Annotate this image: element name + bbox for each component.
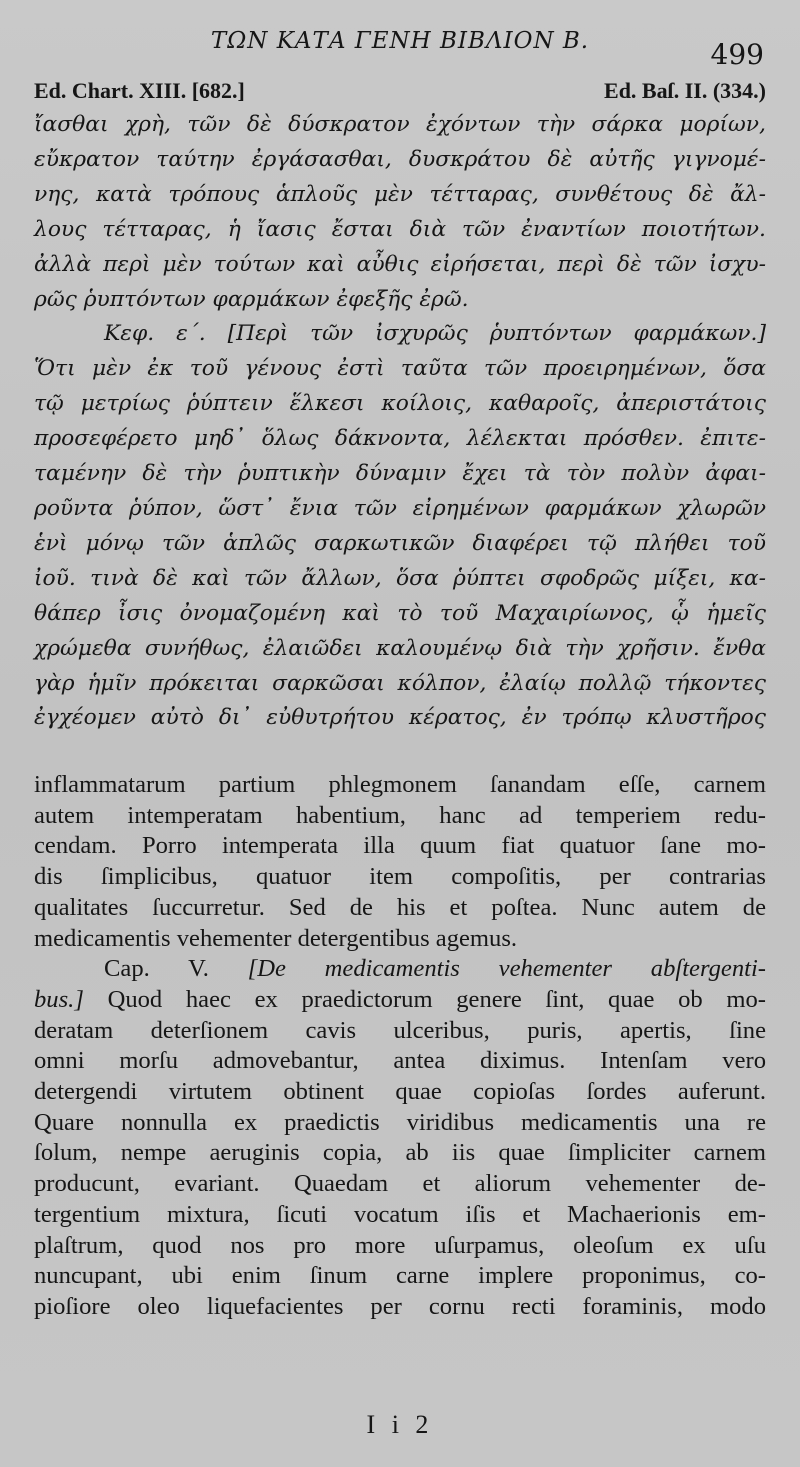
latin-line: autem intemperatam habentium, hanc ad temperiem redu- <box>34 801 766 829</box>
latin-line: detergendi virtutem obtinent quae copioſas ſordes auferunt. <box>34 1078 766 1106</box>
edition-chartier: Ed. Chart. XIII. [682.] <box>34 78 245 103</box>
greek-line: γὰρ ἡμῖν πρόκειται σαρκῶσαι κόλπον, ἐλαίῳ πολλῷ τήκοντες <box>34 670 766 696</box>
greek-line: λους τέτταρας, ἡ ἴασις ἔσται διὰ τῶν ἐναντίων ποιοτήτων. <box>34 216 766 242</box>
greek-line: ροῦντα ῥύπον, ὥστ᾽ ἔνια τῶν εἰρημένων φαρμάκων χλωρῶν <box>34 495 766 521</box>
greek-line: προσεφέρετο μηδ᾽ ὅλως δάκνοντα, λέλεκται πρόσθεν. ἐπιτε- <box>34 426 766 452</box>
latin-chapter-title: [De medicamentis vehementer abſtergenti- <box>247 955 766 983</box>
latin-line: omni morſu admovebantur, antea diximus. Intenſam vero <box>34 1047 766 1075</box>
latin-line: cendam. Porro intemperata illa quum fiat quatuor ſane mo- <box>34 832 766 860</box>
latin-line: deratam deterſionem cavis ulceribus, puris, apertis, ſine <box>34 1016 766 1044</box>
latin-chapter-heading <box>34 954 766 985</box>
signature-mark: I i 2 <box>366 1410 434 1439</box>
greek-line: ταμένην δὲ τὴν ῥυπτικὴν δύναμιν ἔχει τὰ τὸν πολὺν ἀφαι- <box>34 461 766 487</box>
latin-line: plaſtrum, quod nos pro more uſurpamus, oleoſum ex uſu <box>34 1231 766 1259</box>
latin-line: producunt, evariant. Quaedam et aliorum vehementer de- <box>34 1170 766 1198</box>
greek-chapter-title: [Περὶ τῶν ἰσχυρῶς ῥυπτόντων φαρμάκων.] <box>227 321 766 347</box>
greek-line: ἴασθαι χρὴ, τῶν δὲ δύσκρατον ἐχόντων τὴν σάρκα μορίων, <box>34 112 766 137</box>
latin-chapter-title-end: bus.] <box>34 985 84 1013</box>
greek-line: θάπερ ἶσις ὀνομαζομένη καὶ τὸ τοῦ Μαχαιρίωνος, ᾧ ἡμεῖς <box>34 600 766 626</box>
greek-line: ἐγχέομεν αὐτὸ δι᾽ εὐθυτρήτου κέρατος, ἐν τρόπῳ κλυστῆρος <box>34 705 766 731</box>
running-head: ΤΩΝ ΚΑΤΑ ΓΕΝΗ ΒΙΒΛΙΟΝ Β. <box>210 28 590 54</box>
greek-line: ρῶς ῥυπτόντων φαρμάκων ἐφεξῆς ἐρῶ. <box>34 286 469 312</box>
greek-line: εὔκρατον ταύτην ἐργάσασθαι, δυσκράτου δὲ αὐτῆς γιγνομέ- <box>34 146 766 172</box>
latin-line: inflammatarum partium phlegmonem ſanandam eſſe, carnem <box>34 771 766 798</box>
greek-line: ἀλλὰ περὶ μὲν τούτων καὶ αὖθις εἰρήσεται, περὶ δὲ τῶν ἰσχυ- <box>34 251 766 277</box>
greek-chapter-label: Κεφ. ε΄. <box>104 321 206 347</box>
latin-line: medicamentis vehementer detergentibus agemus. <box>34 924 518 952</box>
latin-text <box>34 770 766 1323</box>
latin-chapter-label: Cap. V. <box>104 955 209 983</box>
page-number: 499 <box>710 38 764 71</box>
latin-line: tergentium mixtura, ſicuti vocatum iſis et Machaerionis em- <box>34 1200 766 1228</box>
latin-paragraph-start: Quod haec ex praedictorum genere ſint, quae ob mo- <box>107 985 766 1013</box>
latin-line: pioſiore oleo liquefacientes per cornu recti foraminis, modo <box>34 1292 766 1320</box>
latin-line: Quare nonnulla ex praedictis viridibus medicamentis una re <box>34 1108 766 1136</box>
greek-text <box>34 108 766 736</box>
latin-line: nuncupant, ubi enim ſinum carne implere proponimus, co- <box>34 1262 766 1290</box>
latin-line: ſolum, nempe aeruginis copia, ab iis quae ſimpliciter carnem <box>34 1139 766 1167</box>
latin-line: qualitates ſuccurretur. Sed de his et poſtea. Nunc autem de <box>34 893 766 921</box>
latin-line: dis ſimplicibus, quatuor item compoſitis, per contrarias <box>34 863 766 891</box>
greek-line: τῷ μετρίως ῥύπτειν ἕλκεσι κοίλοις, καθαροῖς, ἀπεριστάτοις <box>34 391 766 417</box>
edition-basel: Ed. Baſ. II. (334.) <box>604 78 766 103</box>
greek-line: χρώμεθα συνήθως, ἐλαιῶδει καλουμένῳ διὰ τὴν χρῆσιν. ἔνθα <box>34 635 766 661</box>
greek-line: ἑνὶ μόνῳ τῶν ἁπλῶς σαρκωτικῶν διαφέρει τῷ πλήθει τοῦ <box>34 530 766 556</box>
latin-line <box>34 985 766 1016</box>
greek-line: ἰοῦ. τινὰ δὲ καὶ τῶν ἄλλων, ὅσα ῥύπτει σφοδρῶς μίξει, κα- <box>34 565 766 591</box>
greek-chapter-heading <box>34 317 766 352</box>
greek-line: νης, κατὰ τρόπους ἁπλοῦς μὲν τέτταρας, συνθέτους δὲ ἄλ- <box>34 181 766 207</box>
greek-line: Ὅτι μὲν ἐκ τοῦ γένους ἐστὶ ταῦτα τῶν προειρημένων, ὅσα <box>34 356 766 382</box>
